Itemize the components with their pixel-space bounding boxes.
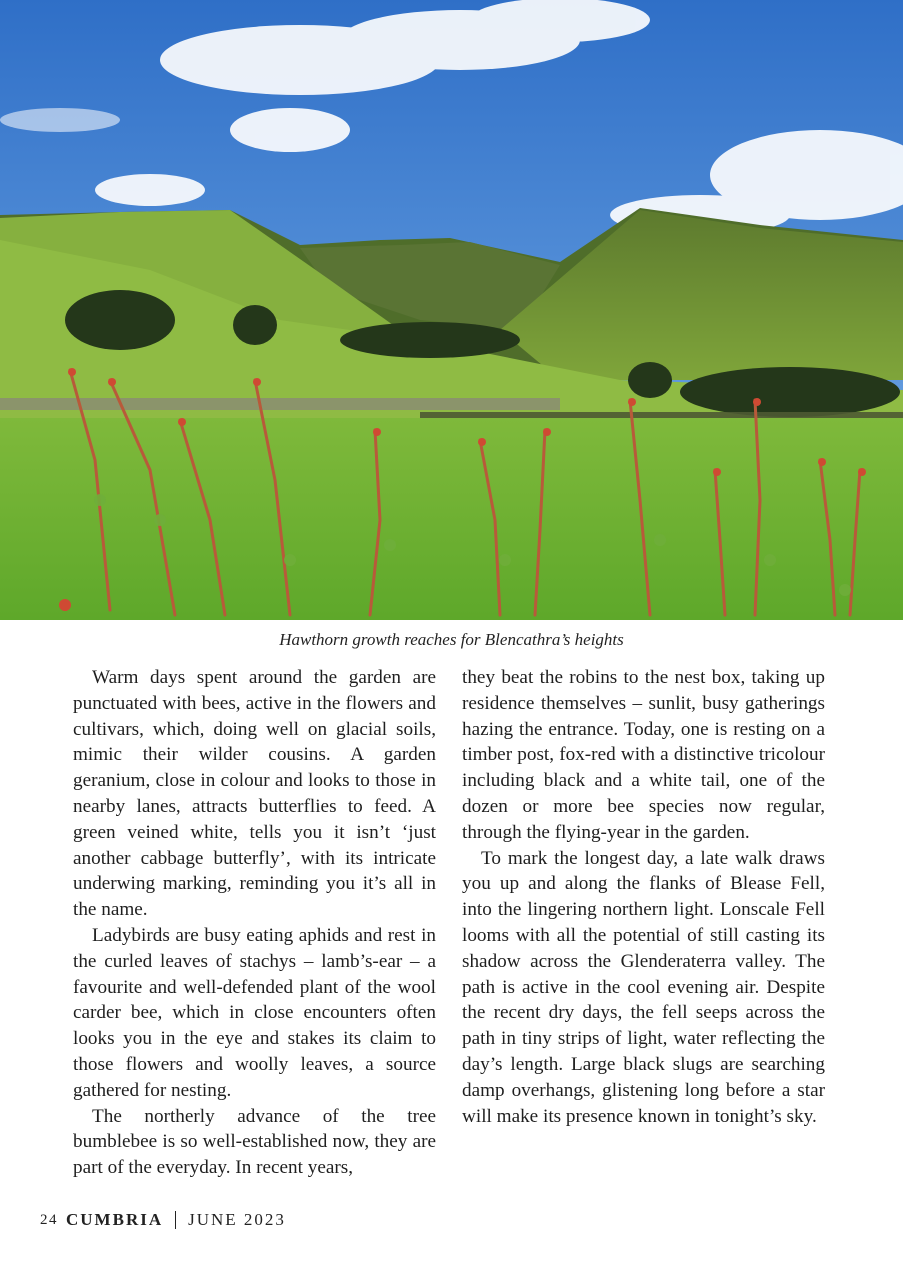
article-column-left	[73, 665, 436, 1181]
paragraph: Warm days spent around the garden are punctuated with bees, active in the flowers and cultivars, which, doing well on glacial soils, mimic their wilder cousins. A garden geranium, close in colour and looks to those in nearby lanes, attracts butterflies to feed. A green veined white, tells you it isn’t ‘just another cabbage butterfly’, with its intricate underwing marking, reminding you it’s all in the name.	[73, 667, 436, 921]
landscape-illustration	[0, 0, 903, 620]
landscape-photo	[0, 0, 903, 620]
page-footer	[40, 1210, 286, 1230]
magazine-name: CUMBRIA	[66, 1210, 164, 1229]
paragraph: Ladybirds are busy eating aphids and rest in the curled leaves of stachys – lamb’s-ear – a favourite and well-defended plant of the wool carder bee, which in close encounters often looks you in the eye and stakes its claim to those flowers and woolly leaves, a source gathered for nesting.	[73, 924, 436, 1101]
footer-divider	[175, 1211, 176, 1229]
paragraph: To mark the longest day, a late walk draws you up and along the flanks of Blease Fell, into the lingering northern light. Lonscale Fell looms with all the potential of still casting its shadow across the Glenderaterra valley. The path is active in the cool evening air. Despite the recent dry days, the fell seeps across the path in tiny strips of light, water reflecting the day’s length. Large black slugs are searching damp overhangs, glistening long before a star will make its presence known in tonight’s sky.	[462, 847, 825, 1127]
paragraph: The northerly advance of the tree bumblebee is so well-established now, they are part of the everyday. In recent years,	[73, 1105, 436, 1179]
page-number: 24	[40, 1211, 58, 1228]
paragraph: they beat the robins to the nest box, taking up residence themselves – sunlit, busy gatherings hazing the entrance. Today, one is resting on a timber post, fox-red with a distinctive tricolour including black and a white tail, one of the dozen or more bee species now regular, through the flying-year in the garden.	[462, 667, 825, 843]
article-column-right	[462, 665, 825, 1129]
photo-caption: Hawthorn growth reaches for Blencathra’s heights	[279, 630, 624, 649]
issue-date: JUNE 2023	[188, 1210, 286, 1229]
